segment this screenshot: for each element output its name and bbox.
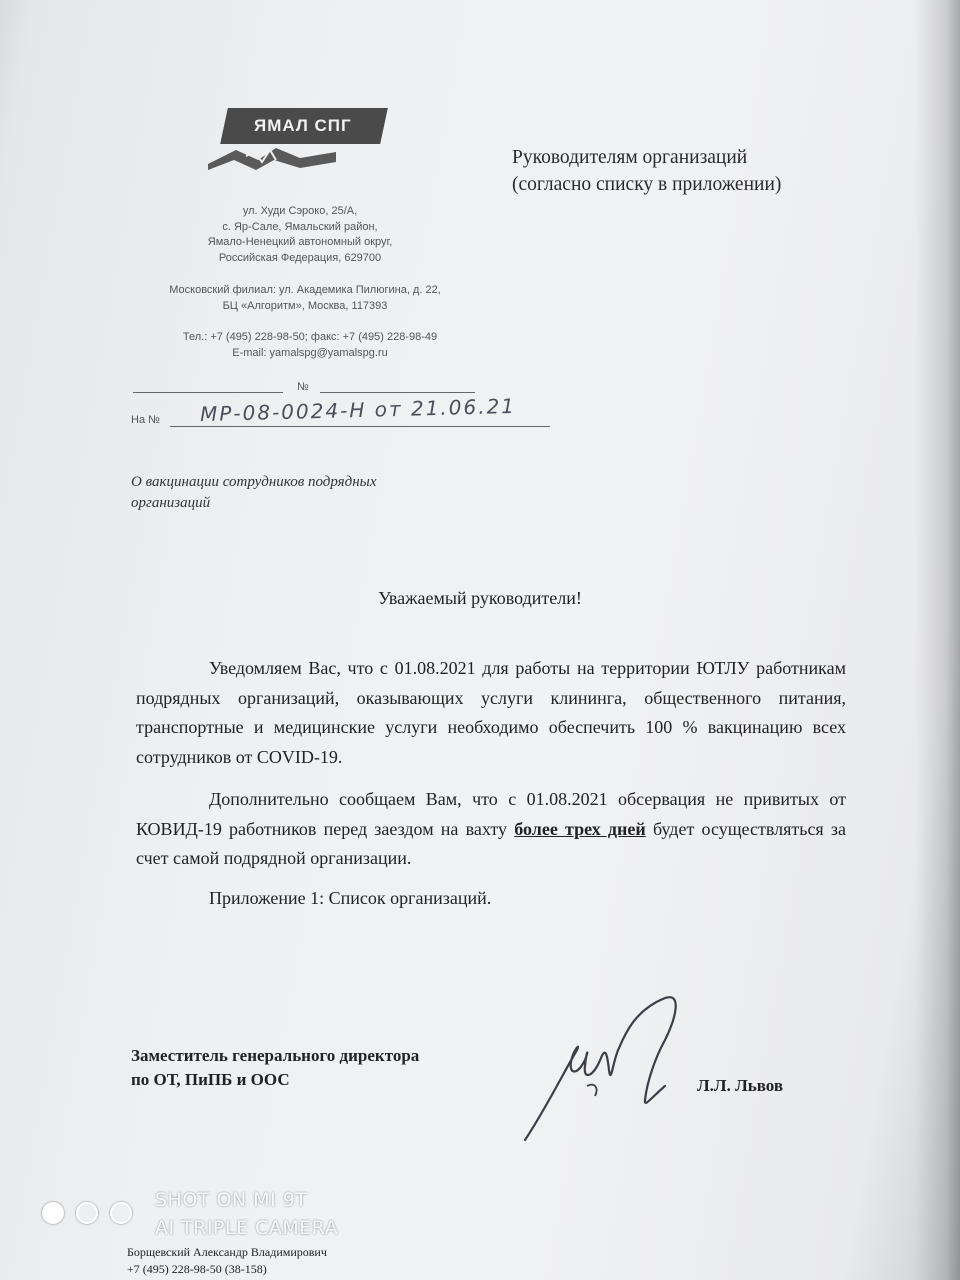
contact-block <box>150 330 470 361</box>
address-line: Ямало-Ненецкий автономный округ, <box>207 236 393 248</box>
reply-line <box>170 426 550 427</box>
number-line <box>320 392 475 393</box>
executor-phone: +7 (495) 228-98-50 (38-158) <box>127 1262 267 1276</box>
date-line <box>133 392 283 393</box>
watermark-line: AI TRIPLE CAMERA <box>155 1217 339 1239</box>
watermark-line: SHOT ON MI 9T <box>155 1189 308 1211</box>
address-line: Российская Федерация, 629700 <box>218 251 382 264</box>
subject-block <box>131 472 376 514</box>
handwritten-reference: МР-08-0024-Н от 21.06.21 <box>199 393 517 427</box>
attachment-note: Приложение 1: Список организаций. <box>209 888 492 908</box>
recipient-block <box>512 144 781 198</box>
recipient-line: (согласно списку в приложении) <box>512 174 782 195</box>
executor-name: Борщевский Александр Владимирович <box>127 1245 327 1259</box>
camera-watermark-dots <box>42 1202 138 1228</box>
paragraph-2-text-end: будет осуществляться за счет самой подрядной организации. <box>136 818 847 868</box>
logo-artwork <box>196 142 346 172</box>
contact-line: Тел.: +7 (495) 228-98-50; факс: +7 (495) 228-98-49 <box>182 331 438 343</box>
branch-line: Московский филиал: ул. Академика Пилюгина, д. 22, <box>169 284 441 296</box>
number-label: № <box>297 381 309 393</box>
branch-line: БЦ «Алгоритм», Москва, 117393 <box>222 299 388 312</box>
company-logo <box>196 104 392 174</box>
executor-block <box>127 1244 327 1278</box>
recipient-line: Руководителям организаций <box>512 147 748 168</box>
subject-line: организаций <box>131 495 211 511</box>
dot-icon <box>42 1202 64 1224</box>
contact-line: E-mail: yamalspg@yamalspg.ru <box>232 346 388 359</box>
greeting: Уважаемый руководители! <box>378 588 582 608</box>
dot-icon <box>76 1202 98 1224</box>
signer-title-line: Заместитель генерального директора <box>131 1046 420 1065</box>
address-line: с. Яр-Сале, Ямальский район, <box>222 220 378 233</box>
body-paragraph-1: Уведомляем Вас, что с 01.08.2021 для работы на территории ЮТЛУ работникам подрядных организаций, оказывающих услуги клининга, общественного питания, транспортные и медицинские услуги необходимо обеспечить 100 % вакцинацию всех сотрудников от COVID-19. <box>136 658 846 767</box>
page-edge-shadow <box>914 0 960 1280</box>
camera-watermark <box>155 1186 338 1242</box>
reply-label: На № <box>131 414 160 426</box>
body-paragraph-2 <box>136 785 846 874</box>
signer-name: Л.Л. Львов <box>697 1076 784 1095</box>
address-block <box>150 204 450 266</box>
dot-icon <box>110 1202 132 1224</box>
address-line: ул. Худи Сэроко, 25/А, <box>242 205 358 217</box>
handwritten-signature <box>515 990 705 1150</box>
signer-title-line: по ОТ, ПиПБ и ООС <box>131 1070 290 1089</box>
paragraph-2-text: Дополнительно сообщаем Вам, что с 01.08.2021 обсервация не привитых от КОВИД-19 работников перед заездом на вахту <box>136 789 846 839</box>
subject-line: О вакцинации сотрудников подрядных <box>131 474 377 490</box>
logo-text: ЯМАЛ СПГ <box>254 116 352 135</box>
branch-block <box>140 283 470 314</box>
paragraph-2-emphasis: более трех дней <box>514 818 646 839</box>
signer-title <box>131 1044 419 1092</box>
